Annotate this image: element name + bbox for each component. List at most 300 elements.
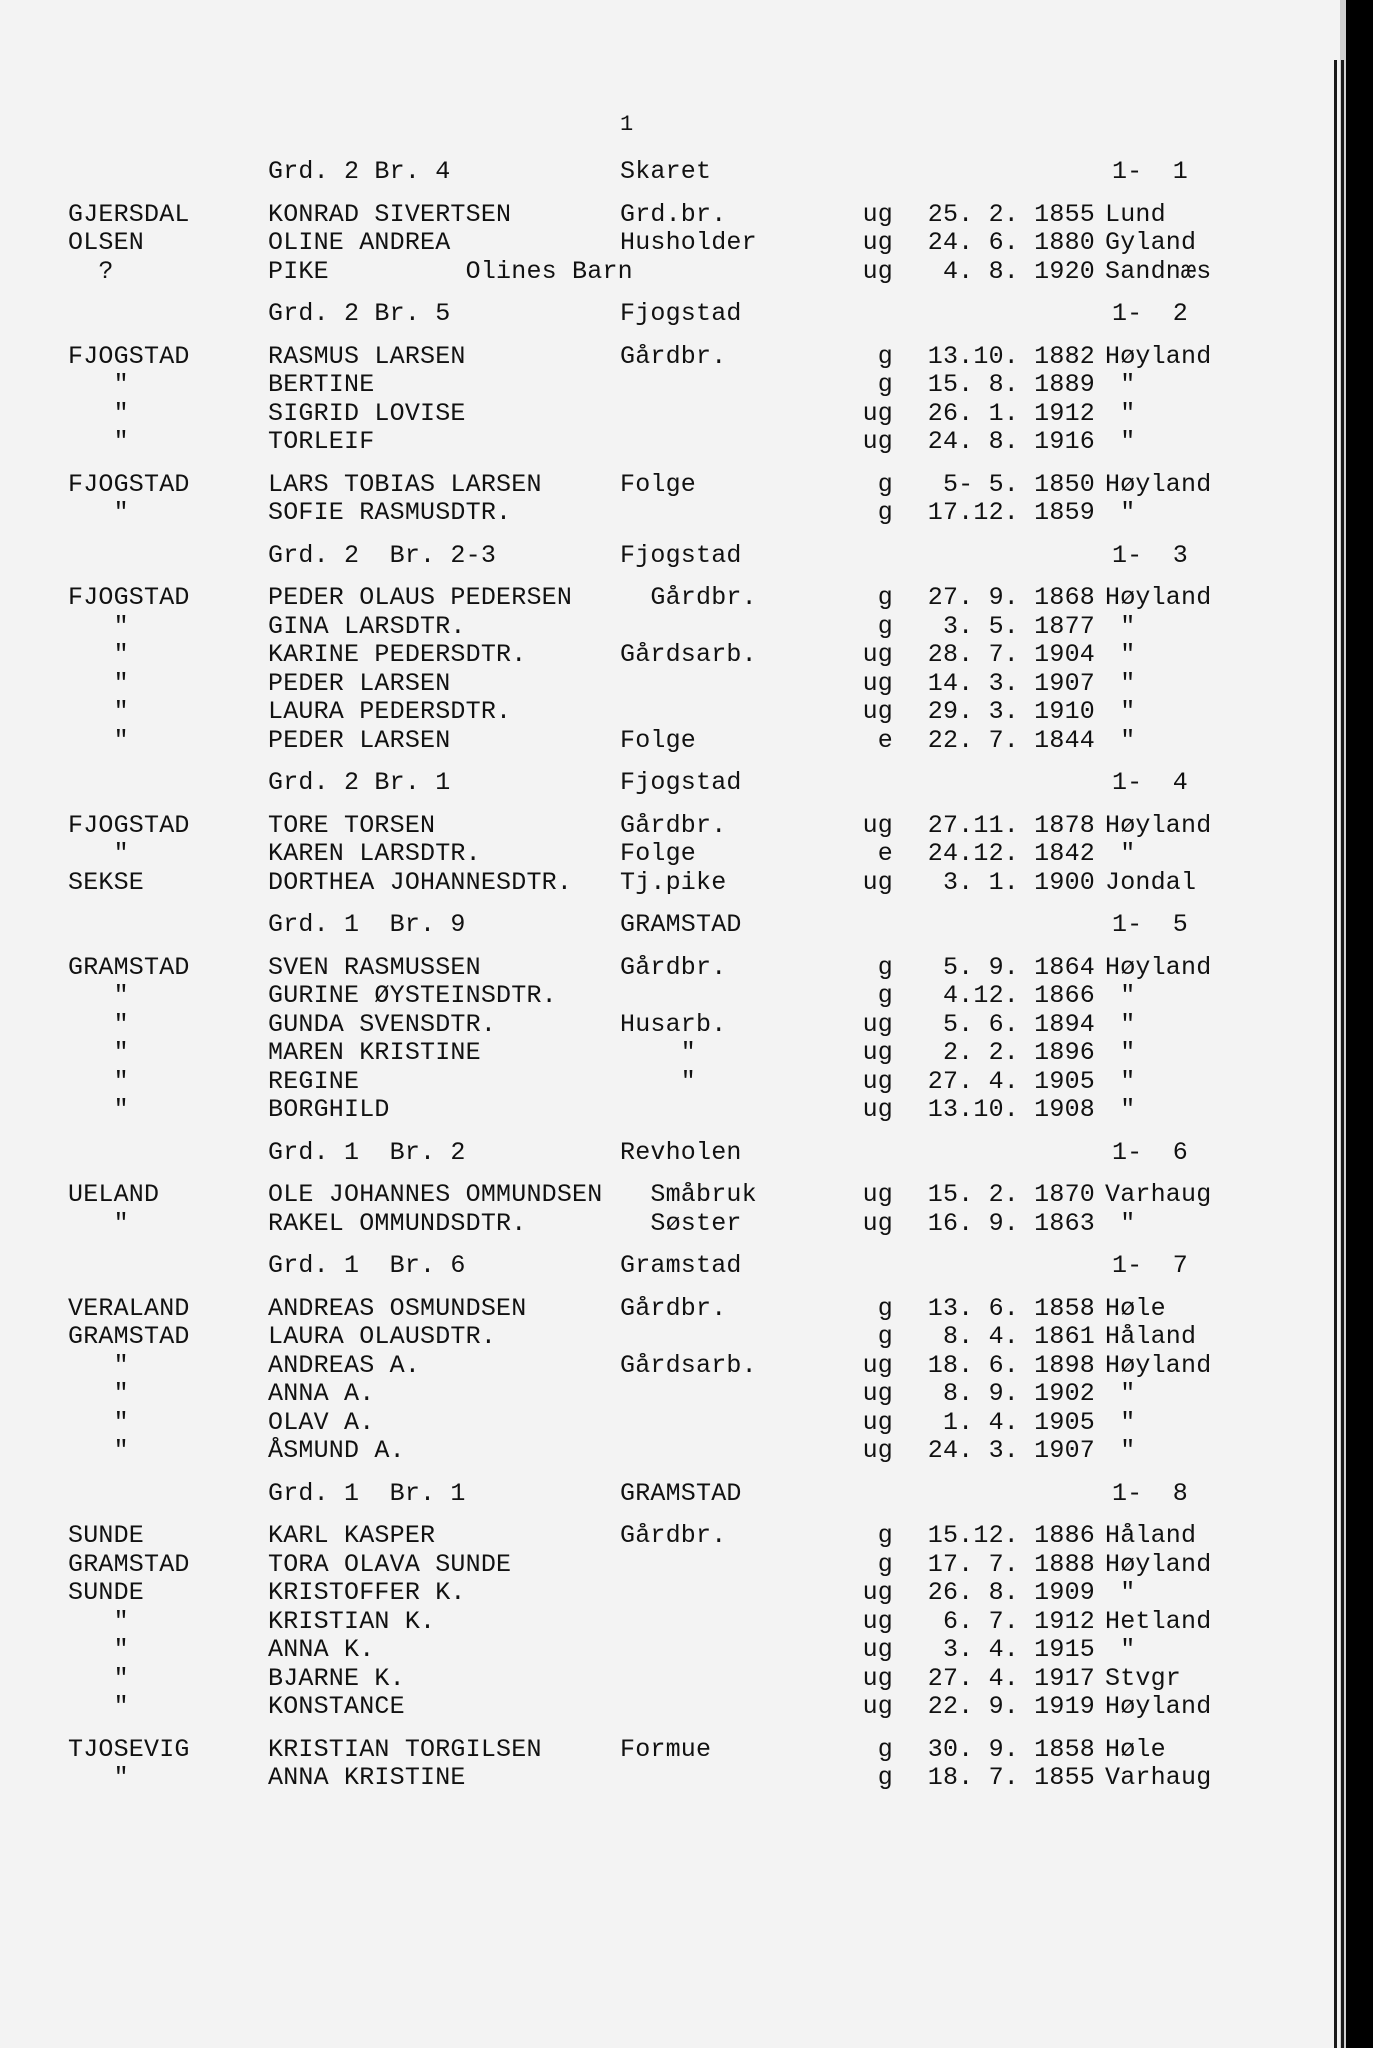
marital-status: ug [862,1407,893,1437]
marital-status: ug [862,1009,893,1039]
occupation: Gårdbr. [620,810,727,840]
person-name: SOFIE RASMUSDTR. [268,498,512,527]
person-name: MAREN KRISTINE [268,1038,481,1067]
person-name: GINA LARSDTR. [268,611,466,641]
marital-status: g [877,341,893,371]
person-group [68,341,1212,457]
person-row [68,1763,1212,1793]
birth-date: 30. 9. 1858 [927,1734,1095,1764]
person-group [68,469,1212,528]
marital-status: g [877,469,893,499]
person-row [68,1210,1188,1239]
birth-date: 17.12. 1859 [927,498,1095,527]
birth-place: " [1105,611,1136,641]
household-section [68,768,1212,897]
person-name: GURINE ØYSTEINSDTR. [268,981,557,1010]
person-name: SIGRID LOVISE [268,398,466,428]
surname: " [68,370,129,399]
birth-place: " [1105,1379,1136,1408]
person-row [68,641,1188,670]
household-number: 1- 4 [1111,768,1188,797]
birth-place: Gyland [1105,228,1197,257]
birth-place: Håland [1105,1521,1197,1550]
occupation: Tj.pike [620,867,727,897]
person-row [68,256,1212,287]
person-row [68,867,1197,898]
page-number: 1 [620,112,634,137]
person-row [68,228,1197,258]
surname: " [68,1038,129,1067]
person-name: LARS TOBIAS LARSEN [268,469,542,499]
occupation: Gårdsarb. [620,1350,757,1380]
section-header [68,1139,1188,1168]
marital-status: ug [862,1578,893,1607]
surname: ? [68,256,114,286]
surname: " [68,697,129,726]
person-row [68,1409,1188,1438]
birth-place: Høyland [1105,583,1212,612]
birth-place: " [1105,1436,1136,1465]
person-row [68,727,1188,756]
surname: " [68,1407,129,1437]
birth-place: " [1105,981,1136,1010]
birth-date: 22. 9. 1919 [927,1692,1095,1721]
birth-date: 28. 7. 1904 [927,640,1095,669]
birth-date: 24. 8. 1916 [927,427,1095,456]
person-name: RASMUS LARSEN [268,341,466,371]
farm-name: Fjogstad [620,768,742,797]
birth-place: Høyland [1105,341,1212,371]
person-row [68,1380,1188,1409]
marital-status: ug [862,697,893,726]
person-name: RAKEL OMMUNDSDTR. [268,1208,527,1238]
person-group [68,199,1212,287]
person-row [68,1665,1188,1694]
birth-date: 4. 8. 1920 [942,256,1095,286]
marital-status: g [877,952,893,982]
marital-status: ug [862,256,893,286]
surname: " [68,981,129,1010]
birth-date: 4.12. 1866 [942,981,1095,1010]
person-row [68,1350,1212,1381]
marital-status: ug [862,1436,893,1465]
surname: " [68,1663,129,1693]
person-name: BERTINE [268,370,375,399]
marital-status: ug [862,1379,893,1408]
person-row [68,400,1188,429]
surname: FJOGSTAD [68,469,190,499]
person-row [68,1180,1212,1210]
birth-date: 3. 5. 1877 [942,611,1095,641]
person-name: SVEN RASMUSSEN [268,952,481,982]
birth-place: Varhaug [1105,1180,1212,1209]
birth-place: " [1105,498,1136,527]
person-name: ÅSMUND A. [268,1436,405,1465]
person-name: DORTHEA JOHANNESDTR. [268,867,573,897]
birth-place: Sandnæs [1105,256,1212,286]
marital-status: g [877,498,893,527]
person-name: ANNA KRISTINE [268,1763,466,1792]
birth-date: 16. 9. 1863 [927,1208,1095,1238]
marital-status: g [877,583,893,612]
surname: " [68,1066,129,1096]
birth-date: 14. 3. 1907 [927,668,1095,698]
birth-date: 27. 9. 1868 [927,583,1095,612]
person-name: LAURA PEDERSDTR. [268,697,512,726]
person-name: OLAV A. [268,1407,375,1437]
person-name: KONRAD SIVERTSEN [268,199,512,229]
person-name: ANDREAS A. [268,1350,421,1380]
page-edge-line [1341,60,1344,2048]
marital-status: ug [862,1066,893,1096]
property-number: Grd. 2 Br. 5 [268,299,451,328]
person-name: KARL KASPER [268,1521,436,1550]
marital-status: ug [862,398,893,428]
birth-date: 5. 9. 1864 [942,952,1095,982]
birth-date: 8. 9. 1902 [942,1379,1095,1408]
person-row [68,428,1188,457]
birth-place: Varhaug [1105,1763,1212,1792]
occupation: Folge [620,839,697,868]
surname: " [68,1635,129,1664]
birth-place: " [1105,1095,1136,1124]
surname: " [68,1692,129,1721]
person-name: KRISTIAN TORGILSEN [268,1734,542,1764]
occupation: Gårdbr. [620,1293,727,1323]
household-section [68,1137,1212,1239]
person-name: BORGHILD [268,1095,390,1124]
surname: " [68,1436,129,1465]
person-name: LAURA OLAUSDTR. [268,1322,497,1351]
person-group [68,810,1212,898]
person-name: BJARNE K. [268,1663,405,1693]
surname: GRAMSTAD [68,952,190,982]
section-header [68,1252,1188,1281]
birth-date: 5- 5. 1850 [942,469,1095,499]
surname: " [68,1208,129,1238]
birth-place: Håland [1105,1322,1197,1351]
occupation: Formue [620,1734,712,1764]
occupation: Husarb. [620,1009,727,1039]
occupation: " [620,1038,697,1067]
person-group [68,583,1212,755]
surname: SUNDE [68,1521,145,1550]
section-header [68,1480,1188,1509]
property-number: Grd. 1 Br. 9 [268,910,466,939]
farm-name: Fjogstad [620,299,742,328]
household-number: 1- 6 [1111,1137,1188,1167]
household-number: 1- 8 [1111,1478,1188,1508]
birth-date: 15. 8. 1889 [927,370,1095,399]
occupation: Gårdsarb. [620,640,757,669]
marital-status: e [877,725,893,755]
person-name: TORA OLAVA SUNDE [268,1549,512,1579]
person-name: KAREN LARSDTR. [268,839,481,868]
property-number: Grd. 1 Br. 1 [268,1478,466,1508]
marital-status: ug [862,810,893,840]
person-row [68,1322,1197,1352]
birth-place: Jondal [1105,867,1197,897]
property-number: Grd. 1 Br. 6 [268,1251,466,1280]
census-list [68,157,1212,1807]
surname: " [68,1379,129,1408]
surname: VERALAND [68,1293,190,1323]
person-row [68,1011,1188,1040]
occupation: Folge [620,725,697,755]
marital-status: ug [862,427,893,456]
birth-place: " [1105,398,1136,428]
person-name: PEDER LARSEN [268,668,451,698]
occupation: Gårdbr. [620,952,727,982]
person-group [68,1734,1212,1793]
farm-name: GRAMSTAD [620,1478,742,1508]
farm-name: Fjogstad [620,540,742,570]
marital-status: ug [862,1635,893,1664]
household-section [68,910,1212,1125]
birth-date: 27. 4. 1917 [927,1663,1095,1693]
page-edge-line [1334,60,1337,2048]
birth-date: 5. 6. 1894 [942,1009,1095,1039]
occupation: " [620,1066,697,1096]
person-row [68,1606,1212,1637]
person-name: OLE JOHANNES OMMUNDSEN [268,1180,603,1209]
birth-date: 18. 7. 1855 [927,1763,1095,1792]
marital-status: ug [862,1350,893,1380]
household-number: 1- 5 [1111,910,1188,939]
birth-place: " [1105,1635,1136,1664]
person-row [68,840,1188,869]
person-row [68,1692,1212,1722]
person-row [68,1039,1188,1068]
marital-status: ug [862,1663,893,1693]
section-header [68,542,1188,571]
person-name: OLINE ANDREA [268,228,451,257]
household-section [68,157,1212,286]
birth-place: " [1105,1009,1136,1039]
birth-place: " [1105,640,1136,669]
person-row [68,1736,1188,1765]
birth-date: 3. 1. 1900 [942,867,1095,897]
surname: FJOGSTAD [68,341,190,371]
person-row [68,499,1188,528]
farm-name: Gramstad [620,1251,742,1280]
person-name: KARINE PEDERSDTR. [268,640,527,669]
surname: GJERSDAL [68,199,190,229]
birth-date: 3. 4. 1915 [942,1635,1095,1664]
person-name: ANDREAS OSMUNDSEN [268,1293,527,1323]
person-row [68,982,1188,1011]
farm-name: Skaret [620,157,712,186]
birth-date: 22. 7. 1844 [927,725,1095,755]
occupation: Folge [620,469,697,499]
birth-place: Hetland [1105,1606,1212,1636]
surname: " [68,1606,129,1636]
person-name: PEDER OLAUS PEDERSEN [268,583,573,612]
household-number: 1- 1 [1111,157,1188,186]
person-name: KONSTANCE [268,1692,405,1721]
birth-date: 13.10. 1908 [927,1095,1095,1124]
farm-name: Revholen [620,1137,742,1167]
surname: " [68,1095,129,1124]
household-section [68,1251,1212,1466]
marital-status: g [877,981,893,1010]
birth-place: Høyland [1105,1692,1212,1721]
marital-status: g [877,1763,893,1792]
birth-place: " [1105,427,1136,456]
person-name: REGINE [268,1066,360,1096]
marital-status: ug [862,1095,893,1124]
surname: GRAMSTAD [68,1322,190,1351]
birth-date: 26. 1. 1912 [927,398,1095,428]
surname: SEKSE [68,867,145,897]
birth-place: " [1105,370,1136,399]
birth-date: 17. 7. 1888 [927,1549,1095,1579]
property-number: Grd. 1 Br. 2 [268,1137,466,1167]
person-name: TORE TORSEN [268,810,436,840]
person-name: GUNDA SVENSDTR. [268,1009,497,1039]
person-name: ANNA A. [268,1379,375,1408]
person-name: ANNA K. [268,1635,375,1664]
birth-place: " [1105,725,1136,755]
person-name: KRISTOFFER K. [268,1578,466,1607]
birth-date: 27.11. 1878 [927,810,1095,840]
person-group [68,1521,1212,1722]
surname: FJOGSTAD [68,583,190,612]
person-row [68,810,1212,841]
birth-date: 24.12. 1842 [927,839,1095,868]
property-number: Grd. 2 Br. 2-3 [268,540,497,570]
marital-status: ug [862,1180,893,1209]
birth-date: 13. 6. 1858 [927,1293,1095,1323]
household-section [68,540,1212,756]
person-name: PEDER LARSEN [268,725,451,755]
birth-place: " [1105,668,1136,698]
birth-place: Stvgr [1105,1663,1182,1693]
birth-date: 27. 4. 1905 [927,1066,1095,1096]
birth-place: " [1105,1038,1136,1067]
surname: GRAMSTAD [68,1549,190,1579]
birth-date: 1. 4. 1905 [942,1407,1095,1437]
birth-date: 24. 6. 1880 [927,228,1095,257]
marital-status: ug [862,199,893,229]
surname: TJOSEVIG [68,1734,190,1764]
person-name: TORLEIF [268,427,375,456]
household-number: 1- 3 [1111,540,1188,570]
person-row [68,469,1212,500]
person-row [68,1096,1188,1125]
property-number: Grd. 2 Br. 4 [268,157,451,186]
surname: " [68,427,129,456]
occupation: Søster [620,1208,742,1238]
surname: SUNDE [68,1578,145,1607]
birth-date: 18. 6. 1898 [927,1350,1095,1380]
occupation: Gårdbr. [620,583,757,612]
occupation: Gårdbr. [620,341,727,371]
person-group [68,1180,1212,1238]
surname: " [68,1763,129,1792]
household-section [68,1478,1212,1793]
farm-name: GRAMSTAD [620,910,742,939]
person-row [68,583,1212,613]
birth-place: Høyland [1105,1350,1212,1380]
person-row [68,341,1212,372]
surname: " [68,1009,129,1039]
marital-status: g [877,370,893,399]
marital-status: g [877,1293,893,1323]
birth-date: 13.10. 1882 [927,341,1095,371]
marital-status: g [877,611,893,641]
person-row [68,1437,1188,1466]
surname: " [68,498,129,527]
occupation: Grd.br. [620,199,727,229]
surname: OLSEN [68,228,145,257]
birth-place: Høle [1105,1293,1166,1323]
person-row [68,201,1188,230]
birth-date: 24. 3. 1907 [927,1436,1095,1465]
surname: " [68,839,129,868]
marital-status: g [877,1734,893,1764]
surname: " [68,725,129,755]
person-row [68,698,1188,727]
marital-status: ug [862,1208,893,1238]
surname: FJOGSTAD [68,810,190,840]
birth-date: 26. 8. 1909 [927,1578,1095,1607]
occupation: Gårdbr. [620,1521,727,1550]
birth-place: " [1105,1066,1136,1096]
marital-status: ug [862,1606,893,1636]
property-number: Grd. 2 Br. 1 [268,768,451,797]
surname: " [68,611,129,641]
person-row [68,1068,1188,1097]
birth-place: Høyland [1105,810,1212,840]
birth-date: 8. 4. 1861 [942,1322,1095,1351]
birth-place: " [1105,697,1136,726]
household-number: 1- 2 [1111,299,1188,328]
person-name: PIKE Olines Barn [268,256,633,286]
person-row [68,670,1188,699]
birth-place: " [1105,1578,1136,1607]
occupation: Husholder [620,228,757,257]
marital-status: ug [862,1692,893,1721]
section-header [68,158,1188,187]
person-row [68,613,1188,642]
surname: " [68,1350,129,1380]
person-row [68,1579,1188,1608]
surname: " [68,640,129,669]
marital-status: ug [862,668,893,698]
person-group [68,952,1212,1125]
marital-status: ug [862,640,893,669]
birth-date: 2. 2. 1896 [942,1038,1095,1067]
birth-date: 15. 2. 1870 [927,1180,1095,1209]
person-name: KRISTIAN K. [268,1606,436,1636]
birth-place: Lund [1105,199,1166,229]
person-row [68,952,1212,983]
surname: UELAND [68,1180,160,1209]
birth-place: " [1105,1208,1136,1238]
household-number: 1- 7 [1111,1251,1188,1280]
birth-place: Høle [1105,1734,1166,1764]
section-header [68,911,1188,940]
person-row [68,1636,1188,1665]
person-row [68,371,1188,400]
section-header [68,300,1188,329]
marital-status: ug [862,867,893,897]
birth-date: 25. 2. 1855 [927,199,1095,229]
birth-place: " [1105,1407,1136,1437]
birth-date: 6. 7. 1912 [942,1606,1095,1636]
person-group [68,1293,1212,1466]
